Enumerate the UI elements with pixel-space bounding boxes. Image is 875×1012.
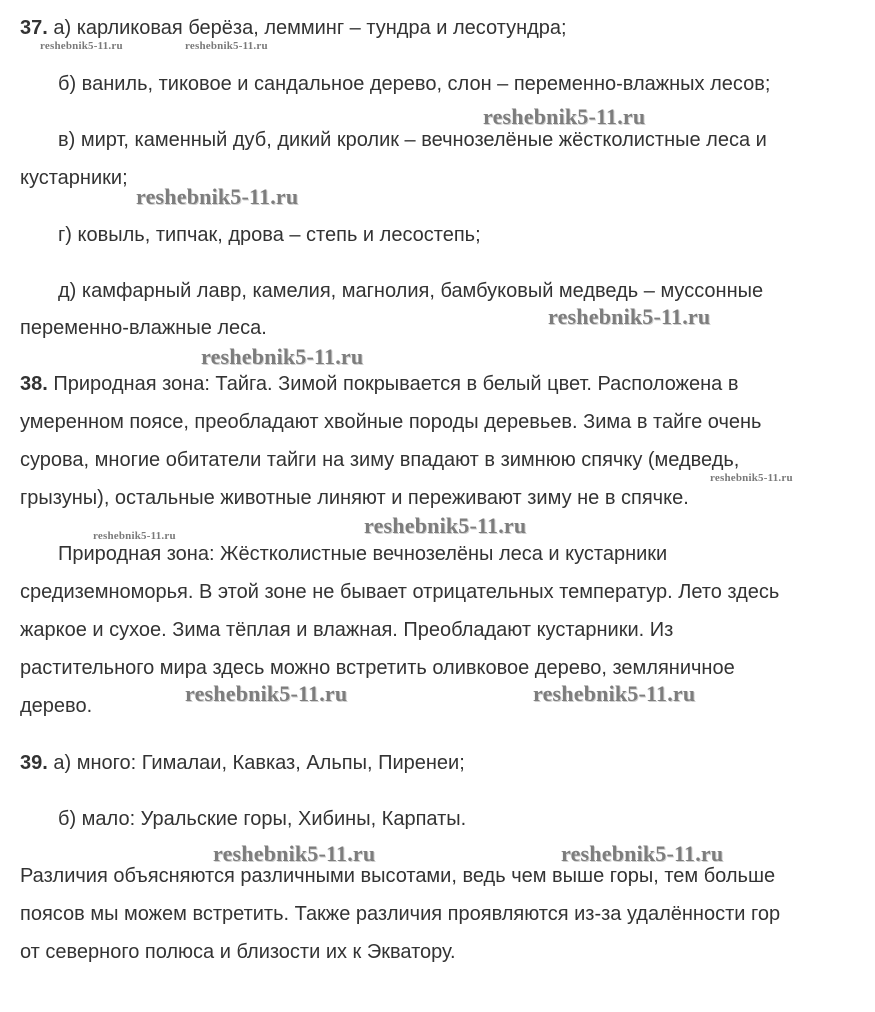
watermark: reshebnik5-11.ru bbox=[561, 841, 724, 866]
q37-item-g: г) ковыль, типчак, дрова – степь и лесостепь; bbox=[58, 224, 481, 246]
watermark: reshebnik5-11.ru bbox=[201, 344, 364, 369]
q37-item-v-line2: кустарники; bbox=[20, 167, 128, 189]
q38-p2-line3: жаркое и сухое. Зима тёплая и влажная. Преобладают кустарники. Из bbox=[20, 619, 674, 641]
q38-p1-line2: умеренном поясе, преобладают хвойные породы деревьев. Зима в тайге очень bbox=[20, 411, 762, 433]
q38-p2-line2: средиземноморья. В этой зоне не бывает отрицательных температур. Лето здесь bbox=[20, 581, 780, 603]
q39-p-line3: от северного полюса и близости их к Экватору. bbox=[20, 941, 456, 963]
q39-p-line2: поясов мы можем встретить. Также различия проявляются из-за удалённости гор bbox=[20, 903, 781, 925]
q38-p2-line1: Природная зона: Жёстколистные вечнозелёны леса и кустарники bbox=[58, 543, 668, 565]
watermark: reshebnik5-11.ru bbox=[185, 681, 348, 706]
q37-item-d-line2: переменно-влажные леса. bbox=[20, 317, 267, 339]
watermark: reshebnik5-11.ru bbox=[40, 40, 123, 52]
q38-p1-line1 bbox=[20, 372, 738, 396]
q37-item-v-line1: в) мирт, каменный дуб, дикий кролик – вечнозелёные жёстколистные леса и bbox=[58, 129, 767, 151]
watermark: reshebnik5-11.ru bbox=[93, 530, 176, 542]
watermark: reshebnik5-11.ru bbox=[364, 513, 527, 538]
q37-number: 37. bbox=[20, 17, 48, 39]
watermark: reshebnik5-11.ru bbox=[483, 104, 646, 129]
watermark: reshebnik5-11.ru bbox=[710, 472, 793, 484]
watermark: reshebnik5-11.ru bbox=[533, 681, 696, 706]
q38-p2-line5: дерево. bbox=[20, 695, 93, 717]
watermark: reshebnik5-11.ru bbox=[213, 841, 376, 866]
q39-item-a-line bbox=[20, 751, 465, 775]
q39-item-a: а) много: Гималаи, Кавказ, Альпы, Пиренеи; bbox=[53, 752, 465, 774]
watermark: reshebnik5-11.ru bbox=[136, 184, 299, 209]
q38-number: 38. bbox=[20, 373, 48, 395]
q39-p-line1: Различия объясняются различными высотами, ведь чем выше горы, тем больше bbox=[20, 865, 776, 887]
q39-number: 39. bbox=[20, 752, 48, 774]
q37-item-d-line1: д) камфарный лавр, камелия, магнолия, бамбуковый медведь – муссонные bbox=[58, 280, 764, 302]
q38-p2-line4: растительного мира здесь можно встретить оливковое дерево, земляничное bbox=[20, 657, 735, 679]
q37-item-b: б) ваниль, тиковое и сандальное дерево, слон – переменно-влажных лесов; bbox=[58, 73, 771, 95]
watermark: reshebnik5-11.ru bbox=[548, 304, 711, 329]
q38-p1-line4: грызуны), остальные животные линяют и переживают зиму не в спячке. bbox=[20, 487, 689, 509]
q38-p1-line3: сурова, многие обитатели тайги на зиму впадают в зимнюю спячку (медведь, bbox=[20, 449, 740, 471]
q37-item-a-line bbox=[20, 16, 567, 40]
q39-item-b: б) мало: Уральские горы, Хибины, Карпаты. bbox=[58, 808, 467, 830]
q37-item-a: а) карликовая берёза, лемминг – тундра и лесотундра; bbox=[53, 17, 567, 39]
q38-p1-line1-text: Природная зона: Тайга. Зимой покрывается в белый цвет. Расположена в bbox=[53, 373, 739, 395]
watermark: reshebnik5-11.ru bbox=[185, 40, 268, 52]
